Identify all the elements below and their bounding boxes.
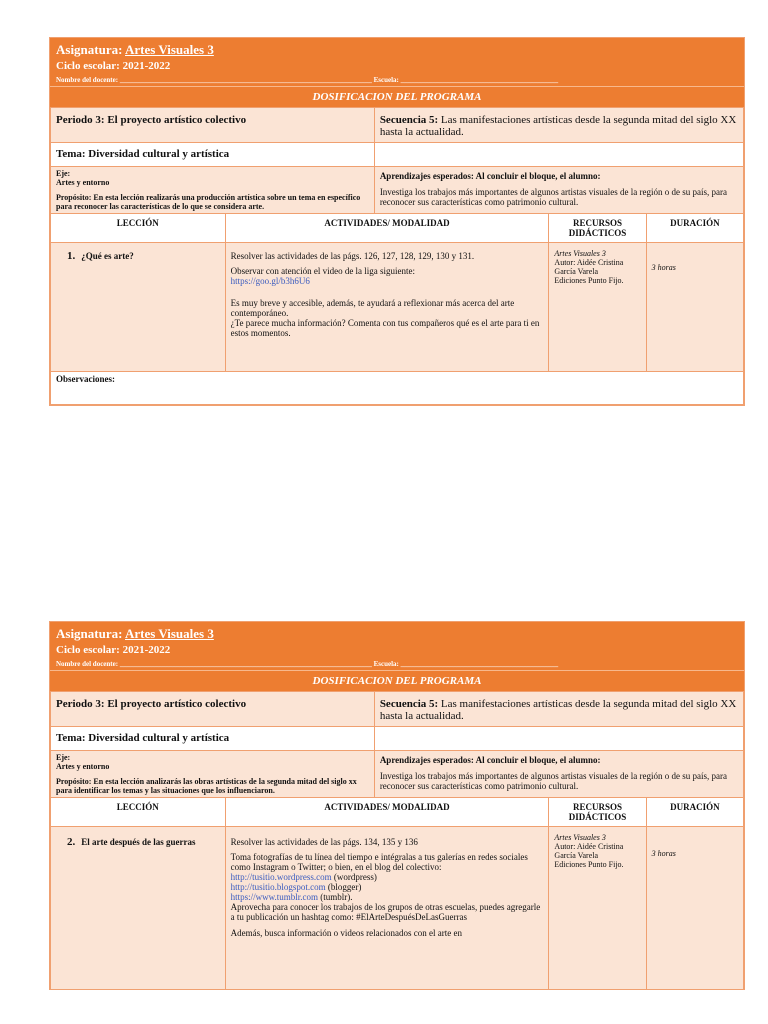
col-leccion: LECCIÓN: [51, 214, 226, 243]
col-actividades: ACTIVIDADES/ MODALIDAD: [225, 214, 549, 243]
program-sheet-2: [49, 621, 745, 990]
secuencia-cell: Secuencia 5: Las manifestaciones artísticas desde la segunda mitad del siglo XX hasta la actualidad.: [374, 108, 743, 143]
actividad-2: Observar con atención el video de la liga siguiente:: [230, 266, 416, 276]
dosificacion-title: DOSIFICACION DEL PROGRAMA: [50, 86, 744, 107]
program-table: [50, 107, 744, 405]
proposito: Propósito: En esta lección analizarás las obras artísticas de la segunda mitad del siglo xx para identificar los temas y las situaciones que los influenciaron.: [56, 777, 357, 795]
ciclo-escolar: Ciclo escolar: 2021-2022: [56, 60, 171, 72]
docente-escuela-line: Nombre del docente: ________________________________________________________________________ Escuela: _____________________________________________: [56, 76, 559, 84]
secuencia-cell: Secuencia 5: Las manifestaciones artísticas desde la segunda mitad del siglo XX hasta la actualidad.: [374, 692, 743, 727]
eje-proposito-cell: [51, 167, 375, 214]
actividad-4: Además, busca información o videos relacionados con el arte en: [230, 928, 463, 938]
periodo-cell: Periodo 3: El proyecto artístico colectivo: [51, 692, 375, 727]
tumblr-link[interactable]: https://www.tumblr.com: [230, 892, 319, 902]
actividad-3: Aprovecha para conocer los trabajos de los grupos de otras escuelas, puedes agregarle a tu publicación un hashtag como: #ElArteDespuésDeLasGuerras: [230, 902, 541, 922]
asignatura-label: Asignatura:: [56, 42, 123, 57]
recursos-cell: Artes Visuales 3 Autor: Aidée Cristina García Varela Ediciones Punto Fijo.: [549, 243, 646, 372]
asignatura: [56, 42, 738, 58]
sheet-header: [50, 38, 744, 107]
actividad-4: ¿Te parece mucha información? Comenta con tus compañeros qué es el arte para ti en estos momentos.: [230, 318, 540, 338]
periodo-cell: Periodo 3: El proyecto artístico colectivo: [51, 108, 375, 143]
actividades-cell: [225, 243, 549, 372]
asignatura-value: Artes Visuales 3: [125, 626, 214, 641]
col-actividades: ACTIVIDADES/ MODALIDAD: [225, 798, 549, 827]
sheet-header: [50, 622, 744, 691]
col-recursos: RECURSOS DIDÁCTICOS: [549, 214, 646, 243]
proposito: Propósito: En esta lección realizarás una producción artística sobre un tema en específico para reconocer las características de lo que se considera arte.: [56, 193, 361, 211]
actividad-1: Resolver las actividades de las págs. 126, 127, 128, 129, 130 y 131.: [230, 251, 475, 261]
duracion-cell: 3 horas: [646, 827, 743, 990]
aprendizajes-cell: [374, 167, 743, 214]
asignatura-label: Asignatura:: [56, 626, 123, 641]
col-duracion: DURACIÓN: [646, 798, 743, 827]
ciclo-escolar: Ciclo escolar: 2021-2022: [56, 644, 171, 656]
eje-proposito-cell: [51, 751, 375, 798]
eje-label: Eje:: [56, 753, 71, 762]
duracion-cell: 3 horas: [646, 243, 743, 372]
leccion-cell: 1. ¿Qué es arte?: [51, 243, 226, 372]
actividad-2: Toma fotografías de tu línea del tiempo e intégralas a tus galerías en redes sociales como Instagram o Twitter; o bien, en el blog del colectivo:: [230, 852, 528, 872]
aprendizajes-text: Investiga los trabajos más importantes de algunos artistas visuales de la región o de su país, para reconocer sus características como patrimonio cultural.: [379, 771, 727, 791]
dosificacion-title: DOSIFICACION DEL PROGRAMA: [50, 670, 744, 691]
actividad-1: Resolver las actividades de las págs. 134, 135 y 136: [230, 837, 418, 847]
program-table: [50, 691, 744, 990]
actividad-3: Es muy breve y accesible, además, te ayudará a reflexionar más acerca del arte contemporáneo.: [230, 298, 515, 318]
tema-empty-cell: [374, 727, 743, 751]
tema-cell: Tema: Diversidad cultural y artística: [51, 727, 375, 751]
program-sheet-1: [49, 37, 745, 406]
eje-label: Eje:: [56, 169, 71, 178]
asignatura-value: Artes Visuales 3: [125, 42, 214, 57]
aprendizajes-label: Aprendizajes esperados: Al concluir el bloque, el alumno:: [379, 171, 601, 181]
col-duracion: DURACIÓN: [646, 214, 743, 243]
tema-cell: Tema: Diversidad cultural y artística: [51, 143, 375, 167]
eje-value: Artes y entorno: [56, 762, 110, 771]
wordpress-link[interactable]: http://tusitio.wordpress.com: [230, 872, 332, 882]
asignatura: [56, 626, 738, 642]
col-recursos: RECURSOS DIDÁCTICOS: [549, 798, 646, 827]
col-leccion: LECCIÓN: [51, 798, 226, 827]
aprendizajes-text: Investiga los trabajos más importantes de algunos artistas visuales de la región o de su país, para reconocer sus características como patrimonio cultural.: [379, 187, 727, 207]
recursos-cell: Artes Visuales 3 Autor: Aidée Cristina García Varela Ediciones Punto Fijo.: [549, 827, 646, 990]
video-link[interactable]: https://goo.gl/b3h6U6: [230, 276, 310, 286]
blogspot-link[interactable]: http://tusitio.blogspot.com: [230, 882, 326, 892]
aprendizajes-label: Aprendizajes esperados: Al concluir el bloque, el alumno:: [379, 755, 601, 765]
observaciones-cell: Observaciones:: [51, 372, 744, 405]
leccion-cell: 2. El arte después de las guerras: [51, 827, 226, 990]
eje-value: Artes y entorno: [56, 178, 110, 187]
tema-empty-cell: [374, 143, 743, 167]
actividades-cell: Resolver las actividades de las págs. 134, 135 y 136 Toma fotografías de tu línea del tiempo e intégralas a tus galerías en redes sociales como Instagram o Twitter; o bien, en el blog del colectivo: http://tusitio.wordpress.com (wordpress) http://tusitio.blogspot.com (blogger) https://www.tumblr.com (tumblr). Aprovecha para conocer los trabajos de los grupos de otras escuelas, puedes agregarle a tu publicación un hashtag como: #ElArteDespuésDeLasGuerras Además, busca información o videos relacionados con el arte en: [225, 827, 549, 990]
aprendizajes-cell: [374, 751, 743, 798]
docente-escuela-line: Nombre del docente: ________________________________________________________________________ Escuela: _____________________________________________: [56, 660, 559, 668]
